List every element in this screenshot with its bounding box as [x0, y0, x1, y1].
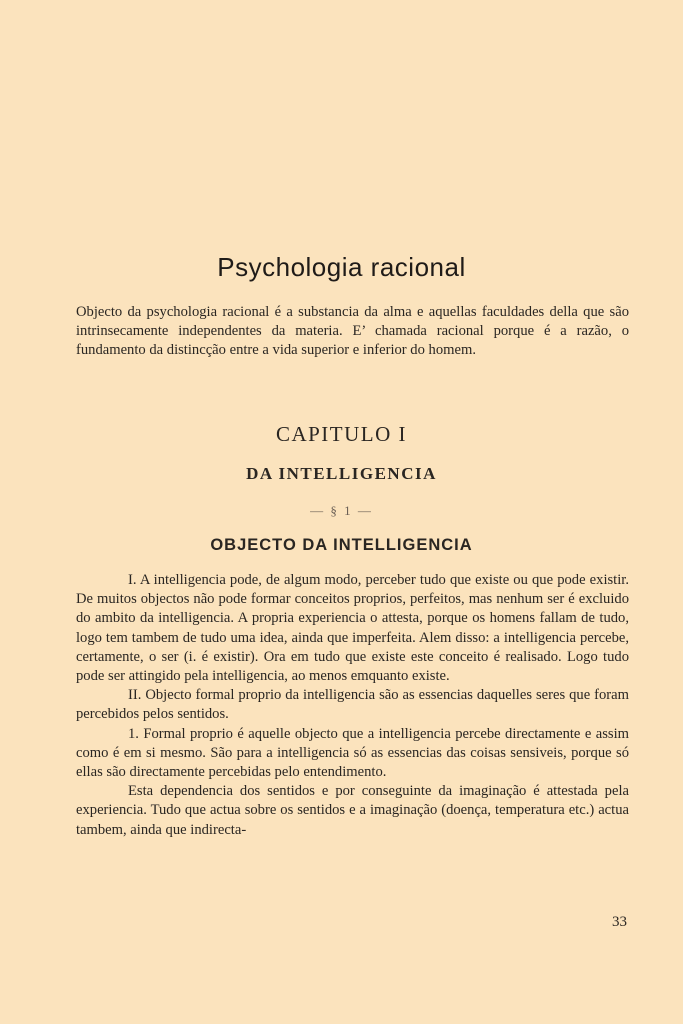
intro-paragraph: Objecto da psychologia racional é a substancia da alma e aquellas faculdades della que são intrinsecamente independentes da materia. E’ chamada racional porque é a razão, o fundamento da distincção entre a vida superior e inferior do homem.: [76, 304, 629, 358]
paragraph-3: 1. Formal proprio é aquelle objecto que a intelligencia percebe directamente e assim como é em si mesmo. São para a intelligencia só as essencias das coisas sensiveis, porque só ellas são directamente percebidas pelo entendimento.: [76, 725, 629, 781]
body-text: [76, 571, 629, 840]
section-heading: OBJECTO DA INTELLIGENCIA: [210, 536, 473, 554]
chapter-subtitle: DA INTELLIGENCIA: [246, 464, 437, 483]
part-title: Psychologia racional: [217, 252, 466, 282]
paragraph-1: I. A intelligencia pode, de algum modo, perceber tudo que existe ou que pode existir. De muitos objectos não pode formar conceitos proprios, perfeitos, mas nenhum ser é excluido do ambito da intelligencia. A propria experiencia o attesta, porque os homens fallam de tudo, logo tem tambem de tudo uma idea, ainda que imperfeita. Alem disso: a intelligencia percebe, certamente, o ser (i. é existir). Ora em tudo que existe este conceito é realisado. Logo tudo pode ser attingido pela intelligencia, ao menos emquanto existe.: [76, 572, 629, 685]
page-number: 33: [612, 914, 627, 930]
section-number: — § 1 —: [310, 503, 373, 518]
paragraph-4: Esta dependencia dos sentidos e por conseguinte da imaginação é attestada pela experiencia. Tudo que actua sobre os sentidos e a imaginação (doença, temperatura etc.) actua tambem, ainda que indirecta-: [76, 783, 629, 838]
chapter-title: CAPITULO I: [275, 422, 408, 446]
paragraph-2: II. Objecto formal proprio da intelligencia são as essencias daquelles seres que foram percebidos pelos sentidos.: [76, 687, 629, 723]
